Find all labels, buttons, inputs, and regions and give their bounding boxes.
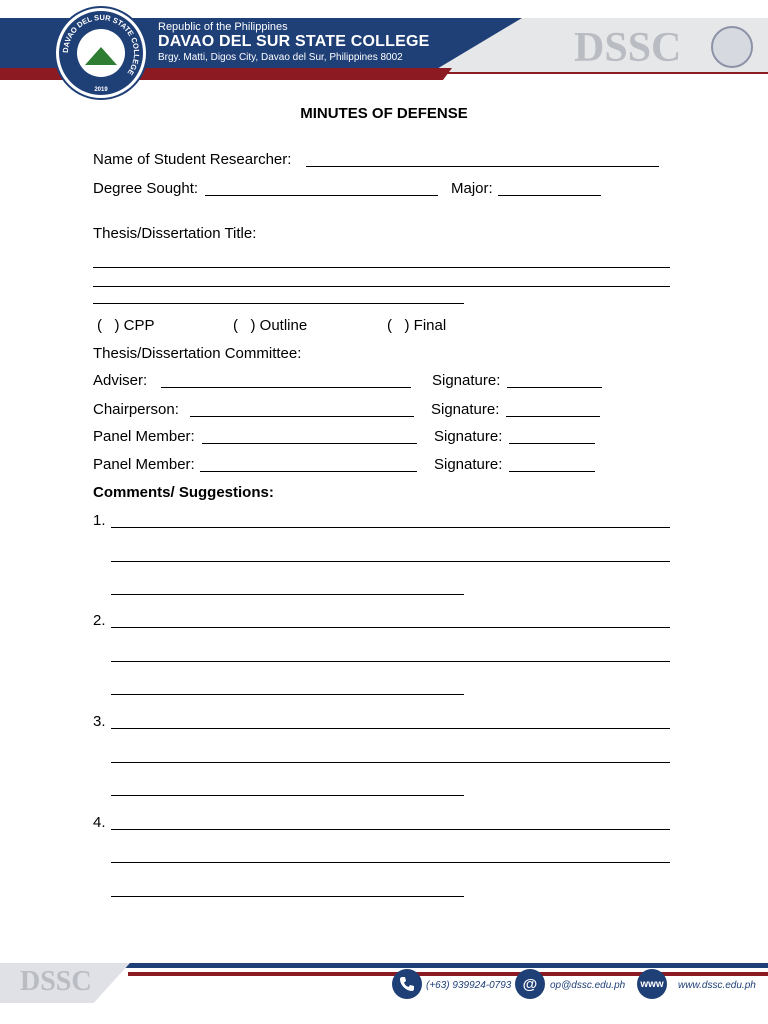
major-label: Major: xyxy=(451,180,493,197)
footer-watermark: DSSC xyxy=(20,966,92,997)
footer-website[interactable]: www.dssc.edu.ph xyxy=(678,980,756,991)
thesis-title-line-3[interactable] xyxy=(93,303,464,304)
chairperson-name-field[interactable] xyxy=(190,416,414,417)
student-name-field[interactable] xyxy=(306,166,659,167)
degree-label: Degree Sought: xyxy=(93,180,199,197)
chairperson-signature-label: Signature: xyxy=(431,401,500,418)
chairperson-signature-field[interactable] xyxy=(506,416,600,417)
thesis-title-line-1[interactable] xyxy=(93,267,670,268)
comment-number-4: 4. xyxy=(93,814,106,831)
comment-3-line-1[interactable] xyxy=(111,728,670,729)
comment-1-line-3[interactable] xyxy=(111,594,464,595)
degree-field[interactable] xyxy=(205,195,438,196)
comment-4-line-1[interactable] xyxy=(111,829,670,830)
footer-phone[interactable]: (+63) 939924-0793 xyxy=(426,980,512,991)
comment-1-line-1[interactable] xyxy=(111,527,670,528)
seal-text: DAVAO DEL SUR STATE COLLEGE xyxy=(60,12,142,77)
panel-member-2-signature-field[interactable] xyxy=(509,471,595,472)
mountain-icon xyxy=(85,47,117,65)
comment-2-line-2[interactable] xyxy=(111,661,670,662)
comment-number-2: 2. xyxy=(93,612,106,629)
option-cpp[interactable]: ( ) CPP xyxy=(97,317,155,334)
option-outline[interactable]: ( ) Outline xyxy=(233,317,308,334)
comment-number-1: 1. xyxy=(93,512,106,529)
adviser-name-field[interactable] xyxy=(161,387,411,388)
page-title: MINUTES OF DEFENSE xyxy=(300,105,468,122)
comment-3-line-2[interactable] xyxy=(111,762,670,763)
panel-member-1-label: Panel Member: xyxy=(93,428,195,445)
major-field[interactable] xyxy=(498,195,601,196)
comment-3-line-3[interactable] xyxy=(111,795,464,796)
phone-icon-glyph xyxy=(399,976,415,992)
comment-2-line-3[interactable] xyxy=(111,694,464,695)
panel-member-1-signature-label: Signature: xyxy=(434,428,503,445)
thesis-title-label: Thesis/Dissertation Title: xyxy=(93,225,257,242)
panel-member-2-label: Panel Member: xyxy=(93,456,195,473)
header-address: Brgy. Matti, Digos City, Davao del Sur, Philippines 8002 xyxy=(158,52,403,63)
header-republic: Republic of the Philippines xyxy=(158,21,288,33)
thesis-title-line-2[interactable] xyxy=(93,286,670,287)
student-label: Name of Student Researcher: xyxy=(93,151,292,168)
footer-email[interactable]: op@dssc.edu.ph xyxy=(550,980,626,991)
comment-4-line-2[interactable] xyxy=(111,862,670,863)
option-final[interactable]: ( ) Final xyxy=(387,317,447,334)
adviser-signature-label: Signature: xyxy=(432,372,501,389)
comment-2-line-1[interactable] xyxy=(111,627,670,628)
chairperson-label: Chairperson: xyxy=(93,401,179,418)
header-watermark: DSSC xyxy=(574,25,682,71)
adviser-label: Adviser: xyxy=(93,372,148,389)
panel-member-2-signature-label: Signature: xyxy=(434,456,503,473)
header-college-name: DAVAO DEL SUR STATE COLLEGE xyxy=(158,33,430,50)
adviser-signature-field[interactable] xyxy=(507,387,602,388)
at-icon: @ xyxy=(515,969,545,999)
footer-red-line xyxy=(128,972,768,976)
committee-label: Thesis/Dissertation Committee: xyxy=(93,345,302,362)
comment-4-line-3[interactable] xyxy=(111,896,464,897)
college-seal-logo xyxy=(56,8,146,98)
secondary-seal-icon xyxy=(711,26,753,68)
comment-number-3: 3. xyxy=(93,713,106,730)
panel-member-1-name-field[interactable] xyxy=(202,443,417,444)
header-red-line xyxy=(440,72,768,74)
panel-member-1-signature-field[interactable] xyxy=(509,443,595,444)
phone-icon xyxy=(392,969,422,999)
comment-1-line-2[interactable] xyxy=(111,561,670,562)
www-icon: www xyxy=(637,969,667,999)
comments-label: Comments/ Suggestions: xyxy=(93,484,274,501)
panel-member-2-name-field[interactable] xyxy=(200,471,417,472)
seal-year: 2019 xyxy=(94,87,108,93)
seal-center xyxy=(77,29,125,77)
